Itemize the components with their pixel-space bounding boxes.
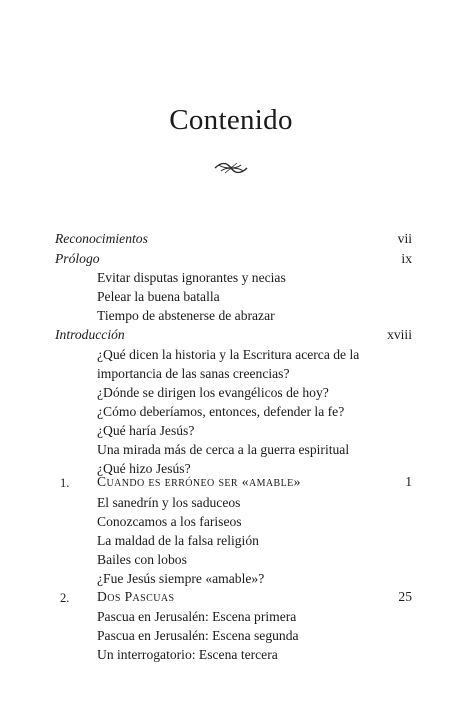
toc-subentry[interactable]: ¿Qué hizo Jesús? [97, 461, 191, 476]
toc-subentry[interactable]: El sanedrín y los saduceos [97, 495, 241, 510]
toc-subentry[interactable]: Evitar disputas ignorantes y necias [97, 270, 286, 285]
toc-subentry[interactable]: Tiempo de abstenerse de abrazar [97, 308, 275, 323]
toc-subentry[interactable]: La maldad de la falsa religión [97, 533, 259, 548]
toc-entry-reconocimientos[interactable]: Reconocimientos [55, 231, 148, 246]
toc-subentry[interactable]: Pelear la buena batalla [97, 289, 220, 304]
toc-page-prologo: ix [401, 251, 412, 266]
chapter-number: 2. [60, 591, 70, 605]
toc-subentry[interactable]: ¿Dónde se dirigen los evangélicos de hoy? [97, 385, 329, 400]
toc-subentry[interactable]: Bailes con lobos [97, 552, 187, 567]
toc-page-reconocimientos: vii [397, 231, 412, 246]
toc-chapter-2[interactable]: Dos Pascuas [97, 589, 175, 604]
toc-subentry[interactable]: Un interrogatorio: Escena tercera [97, 647, 278, 662]
toc-subentry[interactable]: ¿Fue Jesús siempre «amable»? [97, 571, 265, 586]
toc-subentry[interactable]: importancia de las sanas creencias? [97, 366, 290, 381]
toc-subentry[interactable]: Una mirada más de cerca a la guerra espiritual [97, 442, 350, 457]
toc-subentry[interactable]: Conozcamos a los fariseos [97, 514, 242, 529]
toc-chapter-1[interactable]: Cuando es erróneo ser «amable» [97, 474, 301, 489]
toc-subentry[interactable]: ¿Cómo deberíamos, entonces, defender la fe? [97, 404, 345, 419]
toc-subentry[interactable]: ¿Qué dicen la historia y la Escritura acerca de la [97, 347, 360, 362]
page-title: Contenido [169, 104, 293, 136]
toc-page-introduccion: xviii [387, 327, 412, 342]
toc-entry-introduccion[interactable]: Introducción [55, 327, 125, 342]
toc-page-chapter-1: 1 [405, 474, 412, 489]
toc-subentry[interactable]: Pascua en Jerusalén: Escena segunda [97, 628, 299, 643]
toc-subentry[interactable]: Pascua en Jerusalén: Escena primera [97, 609, 297, 624]
chapter-number: 1. [60, 476, 70, 490]
toc-entry-prologo[interactable]: Prólogo [55, 251, 100, 266]
toc-subentry[interactable]: ¿Qué haría Jesús? [97, 423, 195, 438]
toc-page-chapter-2: 25 [398, 589, 412, 604]
